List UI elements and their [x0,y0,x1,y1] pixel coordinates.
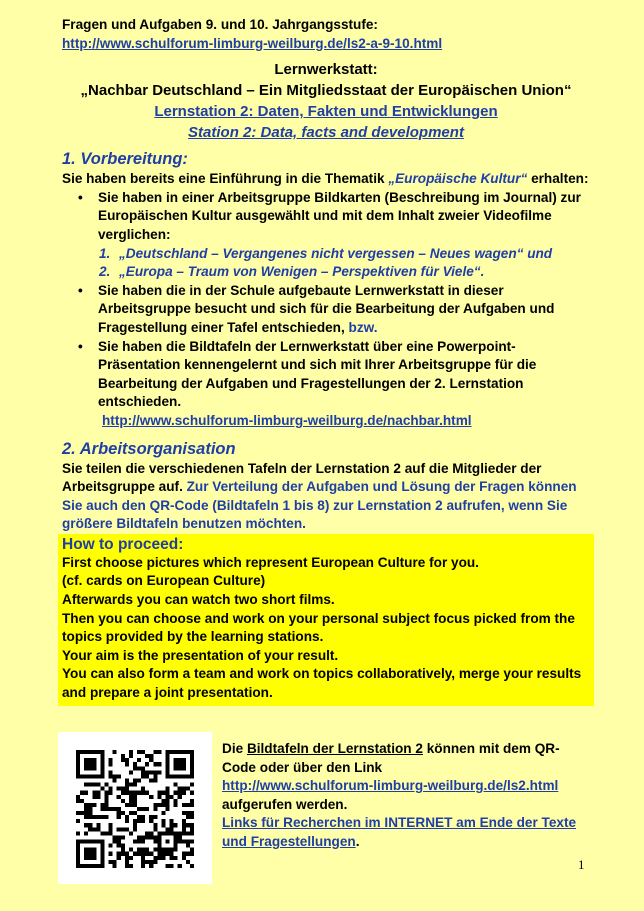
bullet-3: • Sie haben die Bildtafeln der Lernwerkstatt über eine Powerpoint-Präsentation kennengelernt und sich mit Ihrer Arbeitsgruppe für die Bearbeitung der Aufgaben und Fragestellungen der 2. Lernstation entschieden. [78,338,537,410]
ls2-link[interactable]: http://www.schulforum-limburg-weilburg.de/ls2.html [222,778,559,794]
page-number: 1 [578,857,585,872]
section2-text: Sie teilen die verschiedenen Tafeln der Lernstation 2 auf die Mitglieder der Arbeitsgruppe auf. Zur Verteilung der Aufgaben und Lösung der Fragen können Sie auch den QR-Code (Bildtafeln 1 bis 8) zur Lernstation 2 aufrufen, wenn Sie größere Bildtafeln benutzen möchten. [62,460,577,532]
section2-heading: 2. Arbeitsorganisation [62,439,236,458]
bzw-text: bzw. [348,319,378,335]
proceed-line: Your aim is the presentation of your result. [62,647,339,663]
proceed-line: You can also form a team and work on topics collaboratively, merge your results and prepare a joint presentation. [62,666,582,701]
section2-blue-text: Zur Verteilung der Aufgaben und Lösung der Fragen können Sie auch den QR-Code (Bildtafeln 1 bis 8) zur Lernstation 2 aufrufen, wenn Sie größere Bildtafeln benutzen möchten. [62,479,577,532]
bullet-2: • Sie haben die in der Schule aufgebaute Lernwerkstatt in dieser Arbeitsgruppe besucht und sich für die Bearbeitung der Aufgaben und Fragestellung einer Tafel entschieden, bzw. [78,282,555,335]
proceed-line: Afterwards you can watch two short films. [62,592,335,608]
intro-emphasis: „Europäische Kultur“ [388,171,528,187]
research-links[interactable]: Links für Recherchen im INTERNET am Ende der Texte und Fragestellungen [222,815,577,849]
station-de-label[interactable]: Lernstation 2: Daten, Fakten und Entwicklungen [154,103,498,121]
proceed-line: Then you can choose and work on your personal subject focus picked from the topics provided by the learning stations. [62,610,575,645]
bullet-dot-icon: • [78,189,83,205]
station-en-label[interactable]: Station 2: Data, facts and development [188,124,464,142]
qr-text: Die Bildtafeln der Lernstation 2 können mit dem QR-Code oder über den Link http://www.schulforum-limburg-weilburg.de/ls2.html aufgerufen werden. Links für Recherchen im INTERNET am Ende der Texte und Fragestellungen. [222,741,577,849]
nachbar-link[interactable]: http://www.schulforum-limburg-weilburg.de/nachbar.html [102,412,472,428]
qr-code-icon[interactable] [58,732,212,884]
proceed-line: First choose pictures which represent European Culture for you. [62,554,479,570]
title-line2: „Nachbar Deutschland – Ein Mitgliedsstaat der Europäischen Union“ [80,82,572,100]
section1-intro: Sie haben bereits eine Einführung in die Thematik „Europäische Kultur“ erhalten: [62,171,589,187]
section1-bullets [62,189,590,412]
title-line1: Lernwerkstatt: [274,61,378,79]
how-to-proceed-box [58,534,594,706]
station-de [62,101,590,122]
proceed-heading: How to proceed: [62,535,184,553]
bullet-dot-icon: • [78,338,83,354]
film-item-1: 1. „Deutschland – Vergangenes nicht vergessen – Neues wagen“ und [99,245,553,261]
bildtafeln-link[interactable]: Bildtafeln der Lernstation 2 [246,741,423,756]
document-page [62,16,590,706]
section1-heading: 1. Vorbereitung: [62,150,188,169]
film-item-2: 2. „Europa – Traum von Wenigen – Perspektiven für Viele“. [99,264,485,280]
proceed-line: (cf. cards on European Culture) [62,573,266,589]
header-link[interactable]: http://www.schulforum-limburg-weilburg.de/ls2-a-9-10.html [62,35,443,51]
header-line: Fragen und Aufgaben 9. und 10. Jahrgangsstufe: [62,17,378,32]
station-en [62,122,590,143]
qr-post-text: aufgerufen werden. [222,796,348,812]
bullet-dot-icon: • [78,282,83,298]
film-list [98,245,590,282]
qr-section [58,732,588,884]
bullet-1: • Sie haben in einer Arbeitsgruppe Bildkarten (Beschreibung im Journal) zur Europäischen Kultur ausgewählt und mit dem Inhalt zweier Videofilme verglichen: 1. „Deutschland – Vergangenes nicht vergessen – Neues wagen“ und 2. „Europa – Traum von Wenigen – Perspektiven für Viele“. [98,189,590,282]
